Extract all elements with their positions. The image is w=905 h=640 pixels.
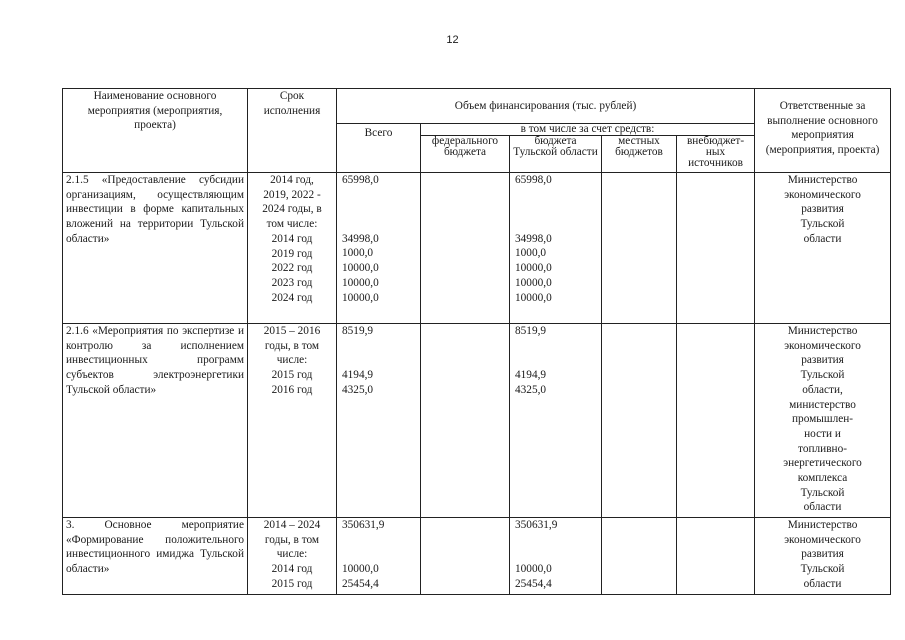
- row-name: 2.1.6 «Мероприятия по экспертизе и контролю за исполнением инвестиционных программ субъектов электроэнергетики Тульской области»: [63, 324, 248, 518]
- row-regional: 350631,9 10000,0 25454,4: [510, 518, 602, 595]
- row-responsible: Министерство экономического развития Тульской области: [755, 173, 891, 324]
- header-including: в том числе за счет средств:: [421, 124, 755, 136]
- header-total: Всего: [337, 124, 421, 173]
- row-offbudget: [677, 324, 755, 518]
- row-local: [602, 324, 677, 518]
- row-total: 8519,9 4194,9 4325,0: [337, 324, 421, 518]
- row-term: 2014 год, 2019, 2022 - 2024 годы, в том числе: 2014 год 2019 год 2022 год 2023 год 2024 год: [248, 173, 337, 324]
- row-federal: [421, 324, 510, 518]
- row-total: 65998,0 34998,0 1000,0 10000,0 10000,0 10000,0: [337, 173, 421, 324]
- header-responsible: Ответственные за выполнение основного мероприятия (мероприятия, проекта): [755, 89, 891, 173]
- row-name: 3. Основное мероприятие «Формирование положительного инвестиционного имиджа Тульской области»: [63, 518, 248, 595]
- financing-table: [62, 88, 891, 595]
- row-name: 2.1.5 «Предоставление субсидии организациям, осуществляющим инвестиции в форме капитальных вложений на территории Тульской области»: [63, 173, 248, 324]
- row-term: 2014 – 2024 годы, в том числе: 2014 год 2015 год: [248, 518, 337, 595]
- table-row: [63, 518, 891, 595]
- table-row: [63, 173, 891, 324]
- row-local: [602, 173, 677, 324]
- header-federal: федерального бюджета: [421, 136, 510, 173]
- row-offbudget: [677, 173, 755, 324]
- row-federal: [421, 518, 510, 595]
- row-federal: [421, 173, 510, 324]
- header-local: местных бюджетов: [602, 136, 677, 173]
- row-total: 350631,9 10000,0 25454,4: [337, 518, 421, 595]
- header-name: Наименование основного мероприятия (мероприятия, проекта): [63, 89, 248, 173]
- row-offbudget: [677, 518, 755, 595]
- header-financing: Объем финансирования (тыс. рублей): [337, 89, 755, 124]
- row-responsible: Министерство экономического развития Тульской области: [755, 518, 891, 595]
- row-regional: 65998,0 34998,0 1000,0 10000,0 10000,0 10000,0: [510, 173, 602, 324]
- row-local: [602, 518, 677, 595]
- row-term: 2015 – 2016 годы, в том числе: 2015 год 2016 год: [248, 324, 337, 518]
- row-regional: 8519,9 4194,9 4325,0: [510, 324, 602, 518]
- row-responsible: Министерство экономического развития Тульской области, министерство промышлен- ности и топливно- энергетического комплекса Тульской области: [755, 324, 891, 518]
- header-offbudget: внебюджет-ных источников: [677, 136, 755, 173]
- header-regional: бюджета Тульской области: [510, 136, 602, 173]
- page-number: 12: [446, 34, 459, 46]
- header-term: Срок исполнения: [248, 89, 337, 173]
- table-row: [63, 324, 891, 518]
